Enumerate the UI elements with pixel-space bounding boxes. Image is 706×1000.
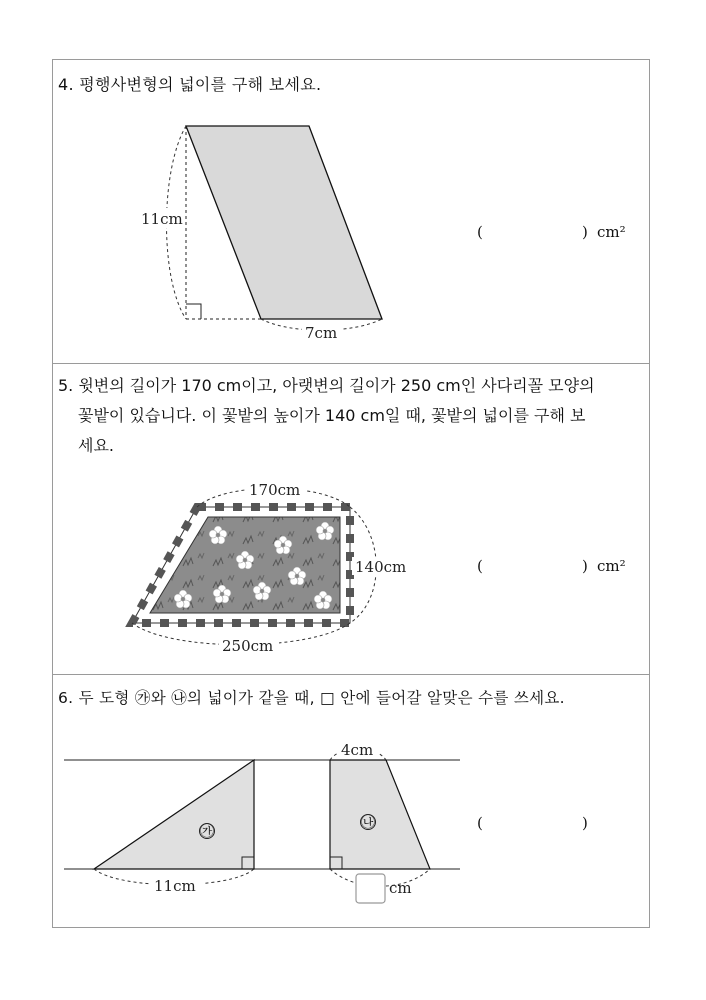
trapezoid-top-label: 4cm (341, 741, 374, 759)
top-label: 170cm (249, 481, 301, 499)
q6-answer-close-paren: ) (582, 814, 588, 832)
right-angle-mark (186, 304, 201, 319)
q4-answer-open-paren: ( (477, 223, 483, 241)
question-5-line-2: 꽃밭이 있습니다. 이 꽃밭의 높이가 140 cm일 때, 꽃밭의 넓이를 구해 보 (78, 406, 586, 425)
q6-answer-field[interactable] (490, 812, 574, 834)
q5-answer-close-paren: ) (582, 557, 588, 575)
q4-answer-close-paren: ) (582, 223, 588, 241)
trapezoid-b (330, 760, 430, 869)
question-6-text: 6. 두 도형 ㉮와 ㉯의 넓이가 같을 때, □ 안에 들어갈 알맞은 수를 쓰세요. (58, 689, 565, 707)
height-label: 11cm (141, 210, 183, 228)
q5-answer-unit: cm² (597, 557, 626, 575)
bottom-label: 250cm (222, 637, 274, 655)
shapes-figure (64, 740, 460, 903)
trapezoid-bottom-unit: cm (389, 879, 412, 897)
base-label: 7cm (305, 324, 338, 342)
q5-answer-open-paren: ( (477, 557, 483, 575)
unknown-answer-box (356, 874, 385, 903)
trapezoid-flowerbed-figure (132, 480, 412, 655)
q4-answer-field[interactable] (490, 221, 574, 243)
triangle-a (94, 760, 254, 869)
q6-answer-open-paren: ( (477, 814, 483, 832)
q5-answer-field[interactable] (490, 555, 574, 577)
question-5-text (58, 371, 644, 461)
question-5-line-3: 세요. (78, 436, 114, 455)
question-5-line-1: 5. 윗변의 길이가 170 cm이고, 아랫변의 길이가 250 cm인 사다리꼴 모양의 (58, 376, 595, 395)
triangle-base-label: 11cm (154, 877, 196, 895)
parallelogram (186, 126, 382, 319)
q4-answer-unit: cm² (597, 223, 626, 241)
trapezoid-b-mark: ㉯ (361, 815, 375, 831)
question-4-text: 4. 평행사변형의 넓이를 구해 보세요. (58, 75, 322, 94)
parallelogram-figure (138, 126, 382, 342)
triangle-a-mark: ㉮ (200, 824, 214, 840)
height-label: 140cm (355, 558, 407, 576)
